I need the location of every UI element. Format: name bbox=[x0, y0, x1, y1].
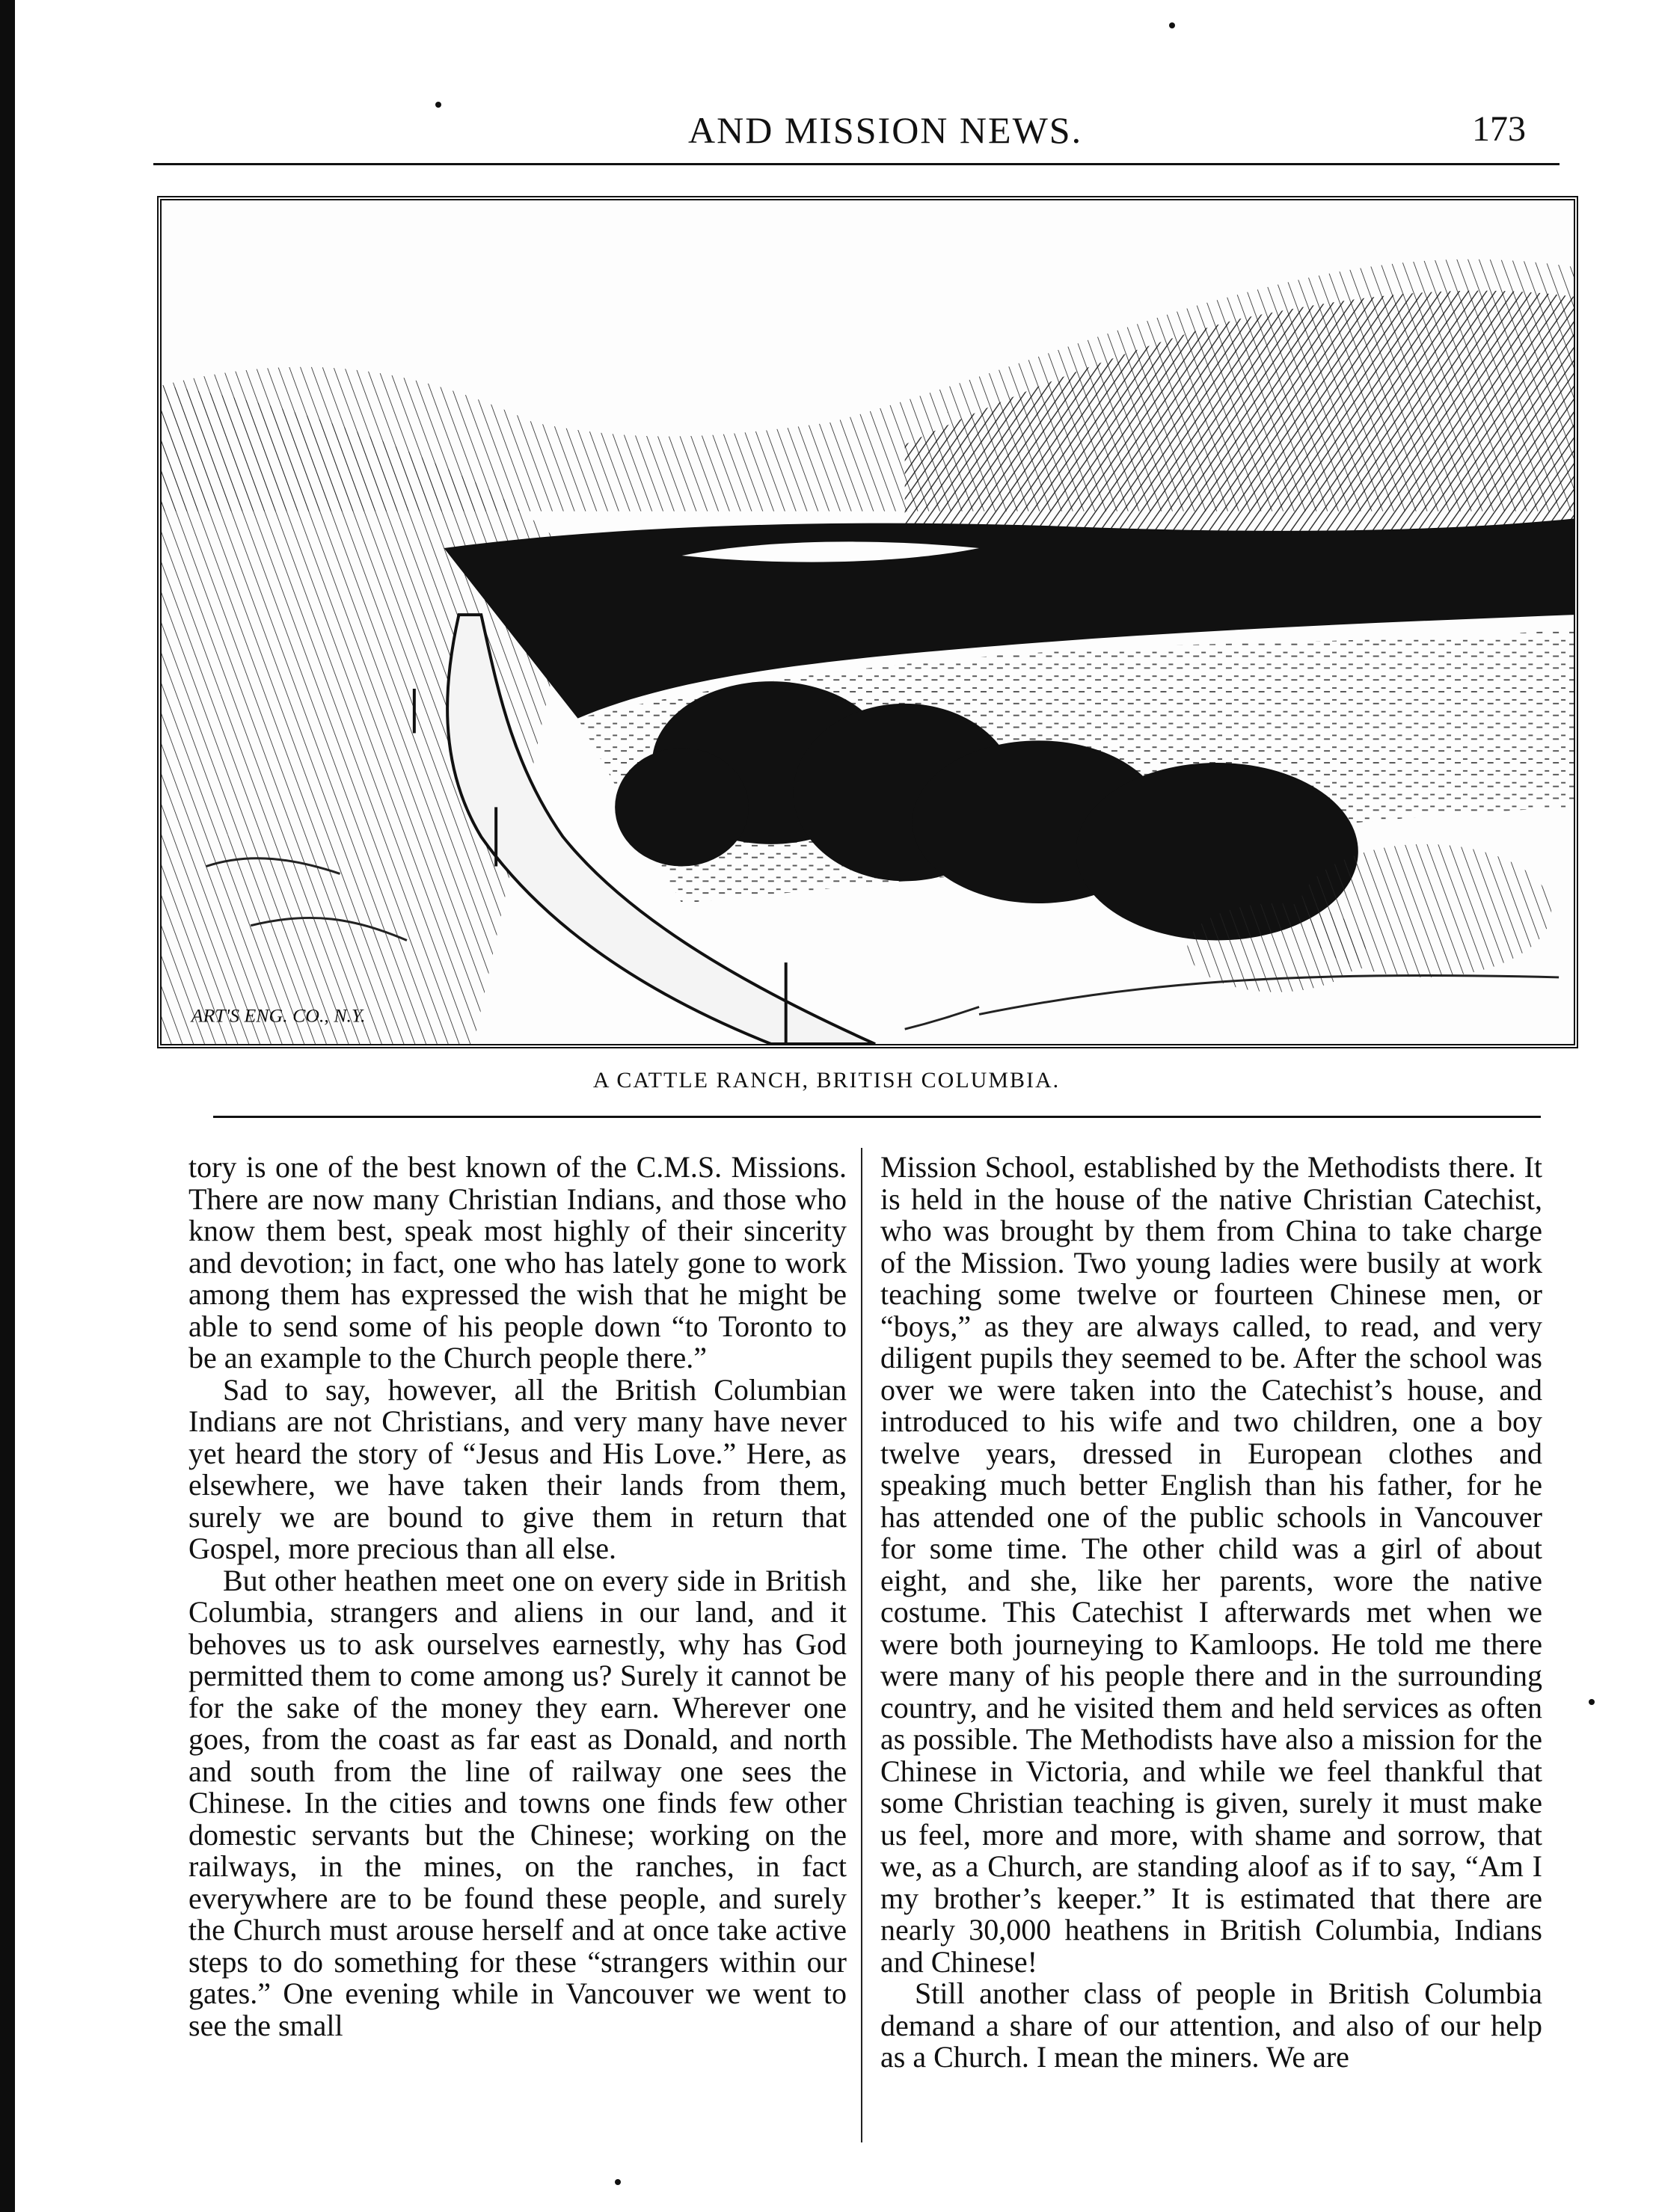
right-column bbox=[880, 1152, 1542, 2074]
caption-rule bbox=[213, 1116, 1541, 1118]
paragraph: Still another class of people in British Columbia demand a share of our attention, and also of our help as a Church. I mean the miners. We are bbox=[880, 1976, 1542, 2074]
paragraph: Mission School, established by the Methodists there. It is held in the house of the native Christian Catechist, who was brought by them from China to take charge of the Mission. Two young ladies were busily at work teaching some twelve or fourteen Chinese men, or “boys,” as they are always called, to read, and very diligent pupils they seemed to be. After the school was over we were taken into the Catechist’s house, and introduced to his wife and two children, one a boy twelve years, dressed in European clothes and speaking much better English than his father, for he has attended one of the public schools in Vancouver for some time. The other child was a girl of about eight, and she, like her parents, wore the native costume. This Catechist I afterwards met when we were both journeying to Kamloops. He told me there were many of his people there and in the surrounding country, and he visited them and held services as often as possible. The Methodists have also a mission for the Chinese in Victoria, and while we feel thankful that some Christian teaching is given, surely it must make us feel, more and more, with shame and sorrow, that we, as a Church, are standing aloof as if to say, “Am I my brother’s keeper.” It is estimated that there are nearly 30,000 heathens in British Columbia, Indians and Chinese! bbox=[880, 1150, 1542, 1979]
cattle-ranch-engraving bbox=[162, 200, 1574, 1044]
engraver-signature: ART'S ENG. CO., N.Y. bbox=[191, 1004, 366, 1027]
paragraph: But other heathen meet one on every side in British Columbia, strangers and aliens in our land, and it behoves us to ask ourselves earnestly, why has God permitted them to come among us? Surely it cannot be for the sake of the money they earn. Wherever one goes, from the coast as far east as Donald, and north and south from the line of railway one sees the Chinese. In the cities and towns one finds few other domestic servants but the Chinese; working on the railways, in the mines, on the ranches, in fact everywhere are to be found these people, and surely the Church must arouse herself and at once take active steps to do something for these “strangers within our gates.” One evening while in Vancouver we went to see the small bbox=[188, 1563, 847, 2042]
left-column bbox=[188, 1152, 847, 2042]
engraving-illustration bbox=[157, 196, 1578, 1048]
page-number: 173 bbox=[1472, 109, 1526, 149]
page-header bbox=[150, 108, 1556, 161]
print-speck bbox=[615, 2179, 621, 2185]
paragraph: tory is one of the best known of the C.M.S. Missions. There are now many Christian Indians, and those who know them best, speak most highly of their sincerity and devotion; in fact, one who has lately gone to work among them has expressed the wish that he might be able to send some of his people down “to Toronto to be an example to the Church people there.” bbox=[188, 1150, 847, 1374]
running-head: AND MISSION NEWS. bbox=[688, 109, 1083, 151]
scan-edge-bar bbox=[0, 0, 15, 2212]
print-speck bbox=[435, 102, 441, 108]
header-rule bbox=[153, 163, 1560, 165]
column-divider bbox=[861, 1148, 862, 2142]
print-speck bbox=[1589, 1699, 1595, 1705]
paragraph: Sad to say, however, all the British Columbian Indians are not Christians, and very many have never yet heard the story of “Jesus and His Love.” Here, as elsewhere, we have taken their lands from them, surely we are bound to give them in return that Gospel, more precious than all else. bbox=[188, 1372, 847, 1565]
print-speck bbox=[1169, 22, 1175, 28]
figure-caption: A CATTLE RANCH, BRITISH COLUMBIA. bbox=[592, 1068, 1061, 1093]
